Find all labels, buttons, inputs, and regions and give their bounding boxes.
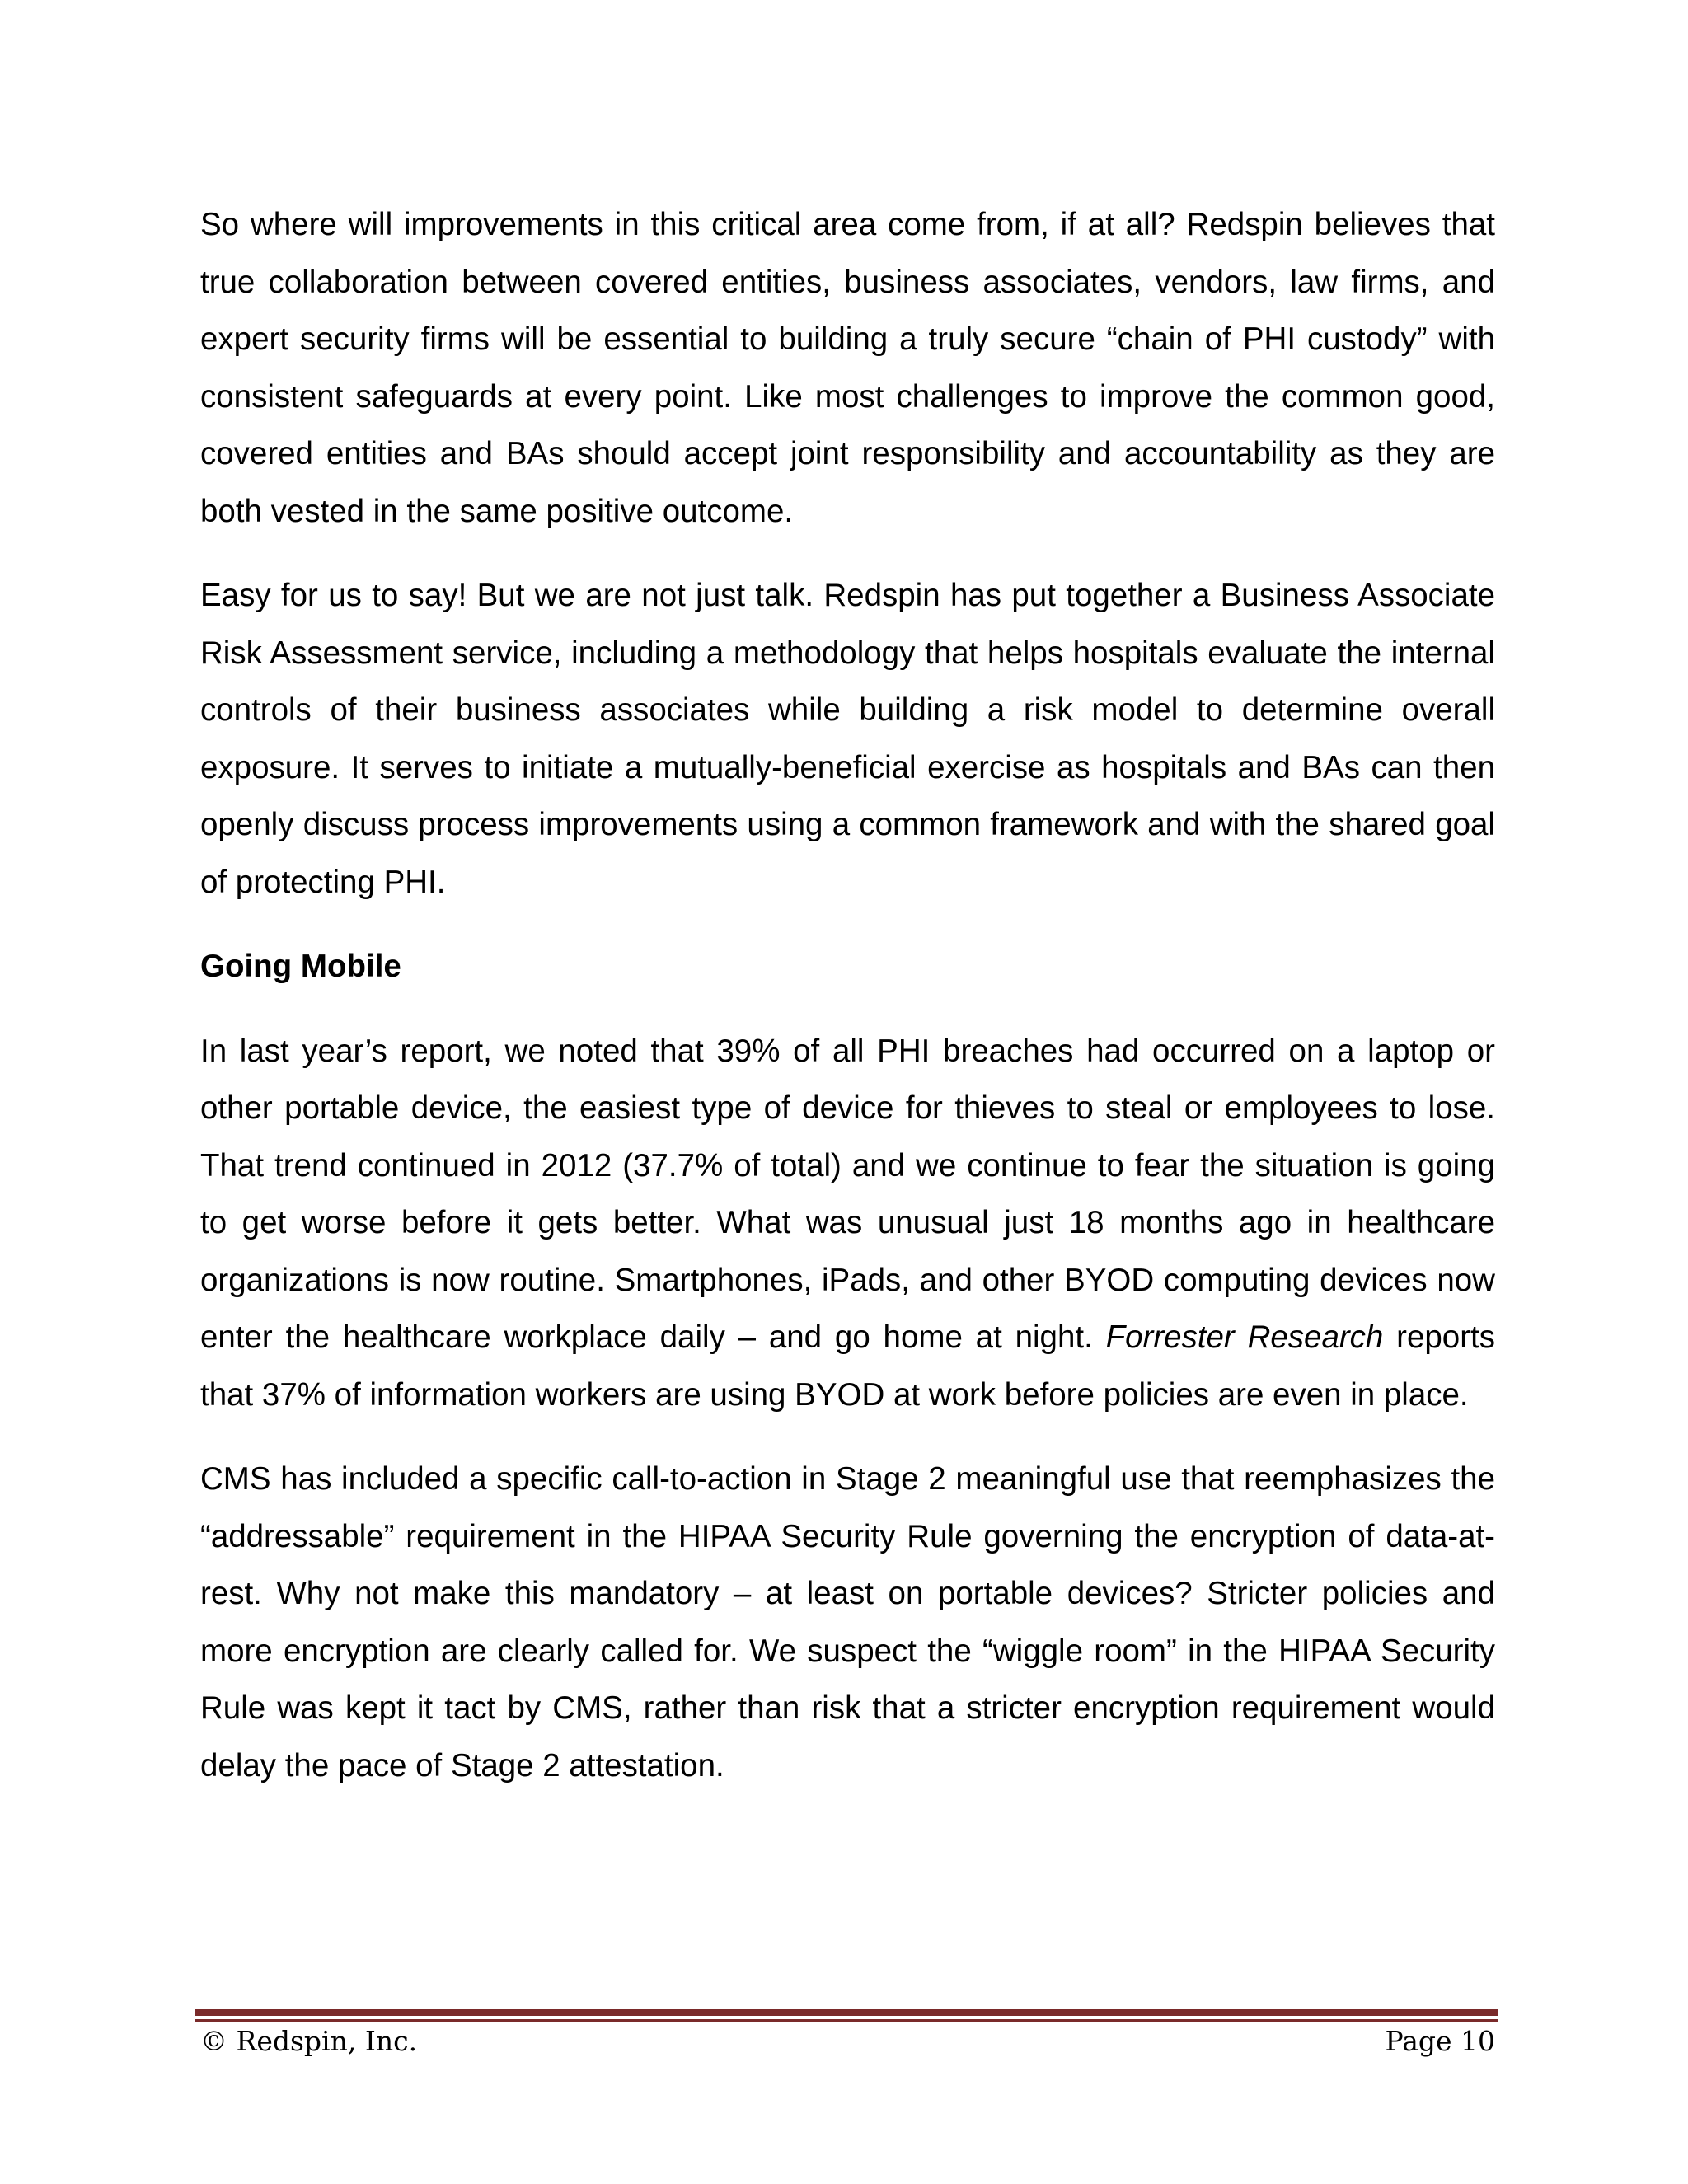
paragraph-cms-encryption: CMS has included a specific call-to-action in Stage 2 meaningful use that reemphasizes the “addressable” requirement in the HIPAA Security Rule governing the encryption of data-at-rest. Why not make this mandatory – at least on portable devices? Stricter policies and more encryption are clearly called for. We suspect the “wiggle room” in the HIPAA Security Rule was kept it tact by CMS, rather than risk that a stricter encryption requirement would delay the pace of Stage 2 attestation. [200, 1461, 1495, 1783]
paragraph-portable-devices [200, 1023, 1495, 1424]
footer-copyright: © Redspin, Inc. [200, 2025, 418, 2057]
page-body [200, 196, 1495, 1821]
paragraph-risk-assessment: Easy for us to say! But we are not just talk. Redspin has put together a Business Associate Risk Assessment service, including a methodology that helps hospitals evaluate the internal controls of their business associates while building a risk model to determine overall exposure. It serves to initiate a mutually-beneficial exercise as hospitals and BAs can then openly discuss process improvements using a common framework and with the shared goal of protecting PHI. [200, 578, 1495, 900]
footer-divider-thick-line [195, 2009, 1498, 2016]
footer-divider [195, 2009, 1498, 2022]
paragraph-collaboration: So where will improvements in this critical area come from, if at all? Redspin believes that true collaboration between covered entities, business associates, vendors, law firms, and expert security firms will be essential to building a truly secure “chain of PHI custody” with consistent safeguards at every point. Like most challenges to improve the common good, covered entities and BAs should accept joint responsibility and accountability as they are both vested in the same positive outcome. [200, 207, 1495, 529]
paragraph-portable-devices-text-end: reports that 37% of information workers are using BYOD at work before policies are even in place. [200, 1319, 1495, 1413]
footer-page-number: Page 10 [1385, 2025, 1495, 2057]
section-heading-going-mobile: Going Mobile [200, 949, 401, 984]
forrester-research-citation: Forrester Research [1105, 1319, 1384, 1355]
paragraph-portable-devices-text: In last year’s report, we noted that 39% of all PHI breaches had occurred on a laptop or other portable device, the easiest type of device for thieves to steal or employees to lose. That trend continued in 2012 (37.7% of total) and we continue to fear the situation is going to get worse before it gets better. What was unusual just 18 months ago in healthcare organizations is now routine. Smartphones, iPads, and other BYOD computing devices now enter the healthcare workplace daily – and go home at night. [200, 1033, 1495, 1355]
